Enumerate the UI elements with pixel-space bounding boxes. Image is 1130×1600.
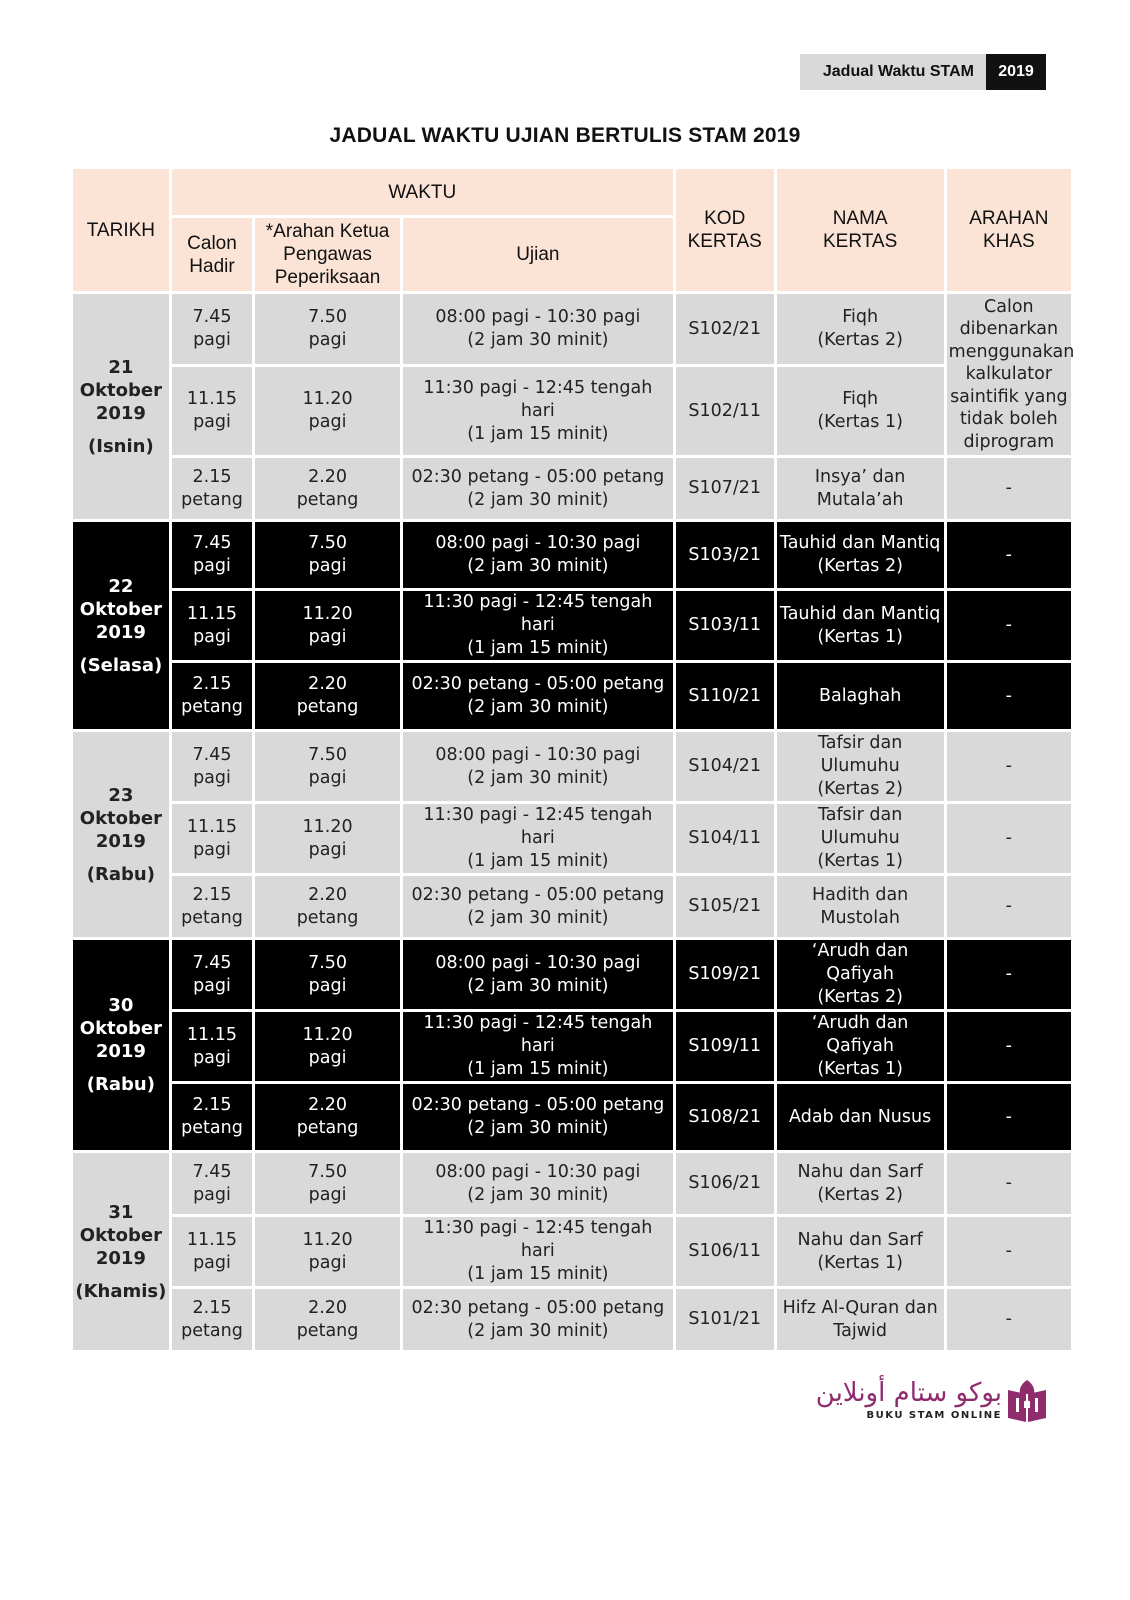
table-row [73,1153,1071,1214]
kod-kertas-cell: S102/21 [676,294,774,364]
table-row [73,1289,1071,1350]
nama-kertas-cell: Nahu dan Sarf (Kertas 2) [777,1153,944,1214]
table-row [73,591,1071,660]
calon-hadir-cell: 11.15 pagi [172,591,252,660]
nama-kertas-cell: Hifz Al-Quran dan Tajwid [777,1289,944,1350]
arahan-ketua-cell: 2.20 petang [255,663,400,729]
date-text: 30 Oktober 2019 [79,995,162,1062]
logo-latin-text: BUKU STAM ONLINE [866,1410,1002,1421]
table-row [73,940,1071,1009]
nama-kertas-cell: Fiqh (Kertas 2) [777,294,944,364]
ujian-cell: 08:00 pagi - 10:30 pagi (2 jam 30 minit) [403,1153,673,1214]
date-text: 23 Oktober 2019 [79,784,162,852]
nama-kertas-cell: ‘Arudh dan Qafiyah (Kertas 1) [777,1012,944,1081]
calon-hadir-cell: 7.45 pagi [172,940,252,1009]
ujian-cell: 02:30 petang - 05:00 petang (2 jam 30 minit) [403,876,673,937]
ujian-cell: 08:00 pagi - 10:30 pagi (2 jam 30 minit) [403,732,673,801]
kod-kertas-cell: S106/11 [676,1217,774,1286]
nama-kertas-cell: Adab dan Nusus [777,1084,944,1150]
page-title: JADUAL WAKTU UJIAN BERTULIS STAM 2019 [329,124,801,147]
page-header-tab [800,54,1046,90]
kod-kertas-cell: S110/21 [676,663,774,729]
nama-kertas-cell: Tafsir dan Ulumuhu (Kertas 1) [777,804,944,873]
arahan-khas-cell: - [947,591,1071,660]
buku-stam-online-logo [815,1378,1048,1424]
calon-hadir-cell: 2.15 petang [172,1084,252,1150]
date-text: 21 Oktober 2019 [79,356,162,424]
date-text: 22 Oktober 2019 [79,575,162,643]
arahan-khas-cell: - [947,1153,1071,1214]
arahan-ketua-cell: 11.20 pagi [255,591,400,660]
kod-kertas-cell: S104/11 [676,804,774,873]
calon-hadir-cell: 7.45 pagi [172,294,252,364]
kod-kertas-cell: S104/21 [676,732,774,801]
arahan-ketua-cell: 2.20 petang [255,1084,400,1150]
calon-hadir-cell: 2.15 petang [172,876,252,937]
arahan-ketua-cell: 11.20 pagi [255,804,400,873]
kod-kertas-cell: S106/21 [676,1153,774,1214]
arahan-ketua-cell: 7.50 pagi [255,1153,400,1214]
calon-hadir-cell: 11.15 pagi [172,367,252,455]
header-kod-kertas: KOD KERTAS [676,169,774,291]
calon-hadir-cell: 2.15 petang [172,663,252,729]
arahan-ketua-cell: 7.50 pagi [255,940,400,1009]
date-cell [73,294,169,519]
arahan-ketua-cell: 2.20 petang [255,458,400,519]
ujian-cell: 08:00 pagi - 10:30 pagi (2 jam 30 minit) [403,940,673,1009]
header-arahan-khas: ARAHAN KHAS [947,169,1071,291]
nama-kertas-cell: Insya’ dan Mutala’ah [777,458,944,519]
nama-kertas-cell: Tauhid dan Mantiq (Kertas 1) [777,591,944,660]
header-nama-kertas: NAMA KERTAS [777,169,944,291]
ujian-cell: 08:00 pagi - 10:30 pagi (2 jam 30 minit) [403,522,673,588]
kod-kertas-cell: S103/21 [676,522,774,588]
table-row [73,732,1071,801]
calon-hadir-cell: 7.45 pagi [172,1153,252,1214]
exam-schedule-table [70,166,1074,1353]
ujian-cell: 11:30 pagi - 12:45 tengah hari (1 jam 15 minit) [403,1217,673,1286]
arahan-khas-cell: - [947,876,1071,937]
nama-kertas-cell: Fiqh (Kertas 1) [777,367,944,455]
date-cell [73,940,169,1150]
calon-hadir-cell: 11.15 pagi [172,1012,252,1081]
arahan-khas-cell: - [947,1217,1071,1286]
kod-kertas-cell: S107/21 [676,458,774,519]
calon-hadir-cell: 11.15 pagi [172,804,252,873]
calon-hadir-cell: 7.45 pagi [172,522,252,588]
table-row [73,458,1071,519]
arahan-khas-cell: - [947,1084,1071,1150]
header-calon-hadir: Calon Hadir [172,218,252,291]
day-text: (Rabu) [86,863,155,885]
header-tarikh: TARIKH [73,169,169,291]
table-row [73,1084,1071,1150]
date-cell [73,732,169,937]
ujian-cell: 08:00 pagi - 10:30 pagi (2 jam 30 minit) [403,294,673,364]
day-text: (Selasa) [79,654,163,676]
arahan-khas-cell: - [947,1012,1071,1081]
logo-arabic-text: بوكو ستام أونلاين [815,1378,1002,1408]
header-year: 2019 [986,54,1046,90]
arahan-khas-cell: - [947,458,1071,519]
arahan-ketua-cell: 2.20 petang [255,876,400,937]
nama-kertas-cell: Tafsir dan Ulumuhu (Kertas 2) [777,732,944,801]
arahan-ketua-cell: 2.20 petang [255,1289,400,1350]
kod-kertas-cell: S105/21 [676,876,774,937]
ujian-cell: 02:30 petang - 05:00 petang (2 jam 30 minit) [403,458,673,519]
arahan-khas-cell: - [947,940,1071,1009]
calon-hadir-cell: 2.15 petang [172,458,252,519]
ujian-cell: 11:30 pagi - 12:45 tengah hari (1 jam 15 minit) [403,804,673,873]
arahan-khas-cell: - [947,804,1071,873]
header-ujian: Ujian [403,218,673,291]
kod-kertas-cell: S109/21 [676,940,774,1009]
arahan-khas-cell: - [947,663,1071,729]
arahan-khas-cell: - [947,732,1071,801]
table-row [73,1217,1071,1286]
header-title: Jadual Waktu STAM [800,54,986,90]
ujian-cell: 02:30 petang - 05:00 petang (2 jam 30 minit) [403,1084,673,1150]
kod-kertas-cell: S101/21 [676,1289,774,1350]
ujian-cell: 02:30 petang - 05:00 petang (2 jam 30 minit) [403,663,673,729]
arahan-ketua-cell: 11.20 pagi [255,1012,400,1081]
kod-kertas-cell: S109/11 [676,1012,774,1081]
calon-hadir-cell: 7.45 pagi [172,732,252,801]
arahan-khas-cell: Calon dibenarkan menggunakan kalkulator saintifik yang tidak boleh diprogram [947,294,1071,455]
nama-kertas-cell: Hadith dan Mustolah [777,876,944,937]
table-row [73,804,1071,873]
kod-kertas-cell: S103/11 [676,591,774,660]
nama-kertas-cell: Balaghah [777,663,944,729]
kod-kertas-cell: S108/21 [676,1084,774,1150]
day-text: (Khamis) [75,1280,167,1302]
header-waktu: WAKTU [172,169,673,215]
date-text: 31 Oktober 2019 [79,1201,162,1269]
table-row [73,1012,1071,1081]
nama-kertas-cell: Tauhid dan Mantiq (Kertas 2) [777,522,944,588]
ujian-cell: 11:30 pagi - 12:45 tengah hari (1 jam 15 minit) [403,591,673,660]
ujian-cell: 02:30 petang - 05:00 petang (2 jam 30 minit) [403,1289,673,1350]
table-row [73,876,1071,937]
table-row [73,663,1071,729]
header-arahan-ketua: *Arahan Ketua Pengawas Peperiksaan [255,218,400,291]
calon-hadir-cell: 2.15 petang [172,1289,252,1350]
table-row [73,367,1071,455]
calon-hadir-cell: 11.15 pagi [172,1217,252,1286]
ujian-cell: 11:30 pagi - 12:45 tengah hari (1 jam 15 minit) [403,1012,673,1081]
arahan-khas-cell: - [947,1289,1071,1350]
book-mosque-icon [1006,1378,1048,1422]
nama-kertas-cell: Nahu dan Sarf (Kertas 1) [777,1217,944,1286]
kod-kertas-cell: S102/11 [676,367,774,455]
day-text: (Rabu) [86,1074,155,1095]
table-row [73,294,1071,364]
day-text: (Isnin) [88,435,154,457]
arahan-khas-cell: - [947,522,1071,588]
nama-kertas-cell: ‘Arudh dan Qafiyah (Kertas 2) [777,940,944,1009]
arahan-ketua-cell: 7.50 pagi [255,294,400,364]
arahan-ketua-cell: 7.50 pagi [255,732,400,801]
date-cell [73,522,169,729]
table-row [73,522,1071,588]
arahan-ketua-cell: 7.50 pagi [255,522,400,588]
date-cell [73,1153,169,1350]
arahan-ketua-cell: 11.20 pagi [255,367,400,455]
arahan-ketua-cell: 11.20 pagi [255,1217,400,1286]
ujian-cell: 11:30 pagi - 12:45 tengah hari (1 jam 15 minit) [403,367,673,455]
